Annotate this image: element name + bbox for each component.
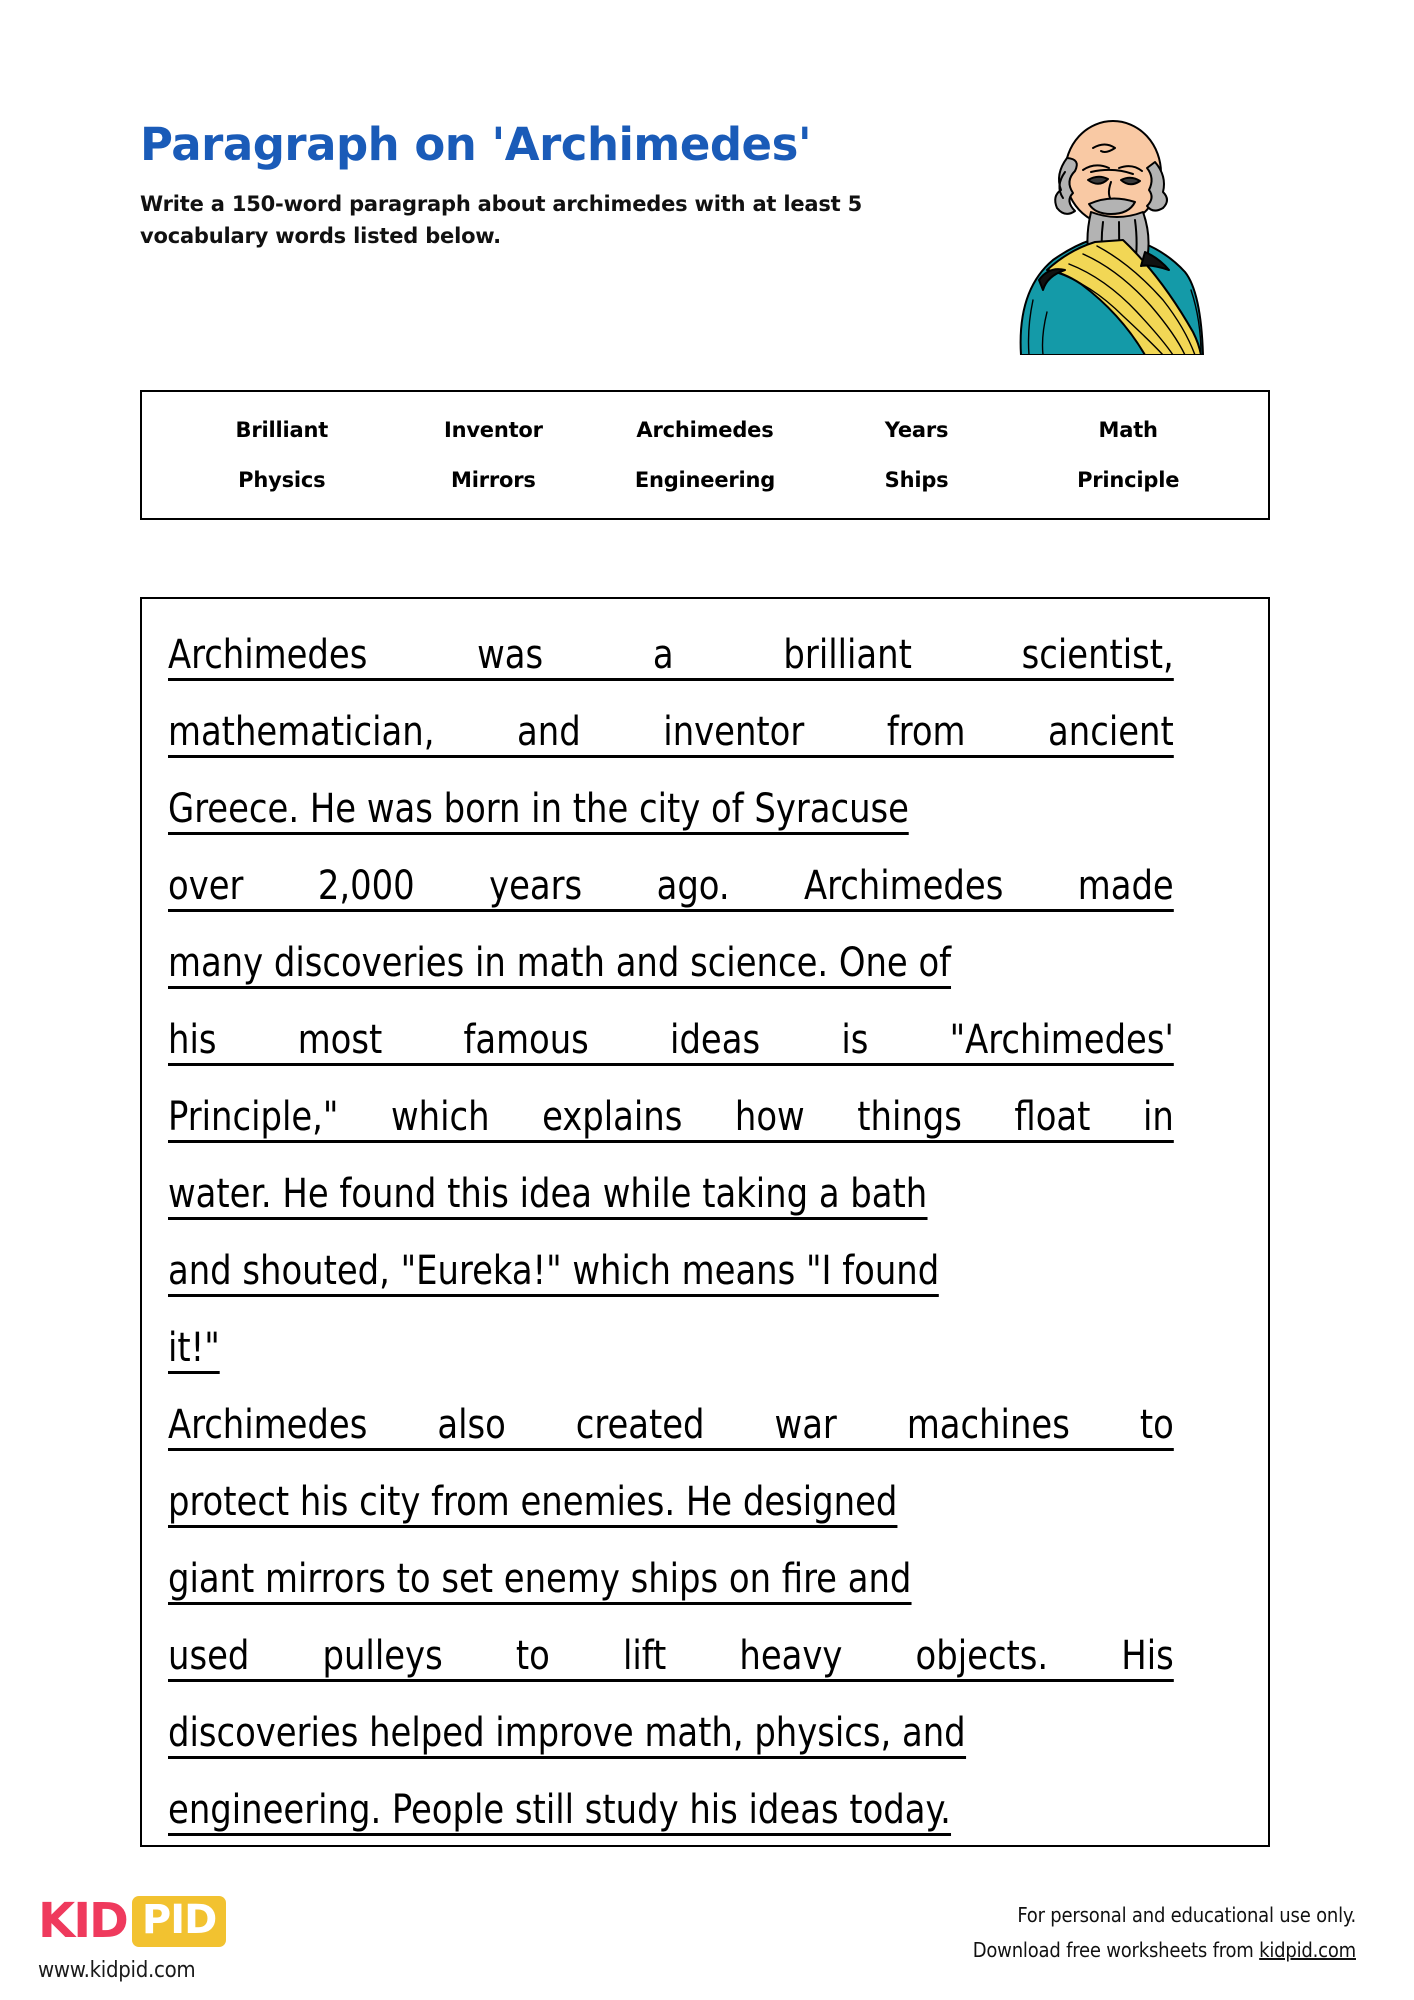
answer-word: mathematician,: [168, 709, 435, 755]
answer-word: Archimedes: [168, 632, 368, 678]
answer-line-text: discoveries helped improve math, physics, and: [168, 1713, 966, 1759]
answer-word: to: [515, 1633, 550, 1679]
answer-line-text: [168, 1017, 1174, 1066]
answer-word: inventor: [663, 709, 805, 755]
answer-line: [168, 1468, 1178, 1528]
page-title: Paragraph on 'Archimedes': [140, 118, 812, 171]
instruction-text: Write a 150-word paragraph about archimedes with at least 5 vocabulary words listed below.: [140, 191, 863, 249]
answer-line-text: [168, 709, 1174, 758]
answer-line-text: giant mirrors to set enemy ships on fire and: [168, 1559, 911, 1605]
answer-word: things: [857, 1094, 962, 1140]
answer-word: ideas: [670, 1017, 761, 1063]
logo-pid-text: PID: [132, 1896, 226, 1947]
answer-line: [168, 1160, 1178, 1220]
answer-word: "Archimedes': [949, 1017, 1174, 1063]
logo-url-text: www.kidpid.com: [38, 1958, 196, 1983]
answer-line-text: [168, 632, 1174, 681]
archimedes-portrait-icon: [995, 100, 1235, 355]
answer-word: most: [297, 1017, 383, 1063]
answer-line-text: [168, 1402, 1174, 1451]
answer-word: His: [1121, 1633, 1174, 1679]
vocabulary-word: Engineering: [634, 468, 776, 492]
answer-line: [168, 1006, 1178, 1066]
answer-line: [168, 1545, 1178, 1605]
answer-line-text: water. He found this idea while taking a bath: [168, 1174, 927, 1220]
answer-line-text: protect his city from enemies. He designed: [168, 1482, 897, 1528]
answer-word: machines: [906, 1402, 1070, 1448]
footer-notice-line1: For personal and educational use only.: [1017, 1903, 1356, 1927]
vocabulary-word: Brilliant: [235, 418, 329, 442]
answer-word: heavy: [739, 1633, 843, 1679]
vocabulary-box: [140, 390, 1270, 520]
answer-word: scientist,: [1021, 632, 1174, 678]
logo-mark: [38, 1892, 226, 1950]
answer-line: [168, 698, 1178, 758]
answer-line: [168, 1391, 1178, 1451]
answer-word: how: [734, 1094, 805, 1140]
vocabulary-word: Archimedes: [636, 418, 774, 442]
answer-word: Archimedes: [168, 1402, 368, 1448]
vocabulary-word: Years: [884, 418, 949, 442]
answer-box[interactable]: [140, 597, 1270, 1847]
answer-word: years: [489, 863, 583, 909]
answer-word: is: [841, 1017, 869, 1063]
answer-line-text: engineering. People still study his ideas today.: [168, 1790, 951, 1836]
answer-line: [168, 1314, 1178, 1374]
answer-line-text: and shouted, "Eureka!" which means "I found: [168, 1251, 939, 1297]
answer-word: objects.: [915, 1633, 1049, 1679]
answer-word: a: [652, 632, 674, 678]
vocabulary-row: [142, 468, 1268, 492]
answer-word: lift: [622, 1633, 667, 1679]
kidpid-link[interactable]: kidpid.com: [1259, 1938, 1356, 1962]
answer-line: [168, 1776, 1178, 1836]
answer-line-text: Greece. He was born in the city of Syracuse: [168, 789, 909, 835]
answer-word: his: [168, 1017, 217, 1063]
answer-word: which: [391, 1094, 490, 1140]
footer-notice-prefix: Download free worksheets from: [972, 1938, 1260, 1962]
answer-line: [168, 852, 1178, 912]
answer-line: [168, 1622, 1178, 1682]
kidpid-logo: [38, 1892, 226, 1983]
answer-word: over: [168, 863, 244, 909]
answer-word: brilliant: [783, 632, 912, 678]
answer-line-text: [168, 863, 1174, 912]
answer-word: ancient: [1048, 709, 1174, 755]
answer-word: explains: [542, 1094, 683, 1140]
answer-line-text: [168, 1094, 1174, 1143]
answer-word: in: [1142, 1094, 1174, 1140]
vocabulary-row: [142, 418, 1268, 442]
vocabulary-word: Principle: [1077, 468, 1180, 492]
answer-word: and: [517, 709, 581, 755]
vocabulary-word: Physics: [238, 468, 326, 492]
vocabulary-word: Math: [1098, 418, 1158, 442]
answer-line: [168, 1083, 1178, 1143]
page-footer: [0, 1880, 1414, 2000]
answer-line-text: it!": [168, 1328, 220, 1374]
answer-word: Archimedes: [803, 863, 1004, 909]
answer-word: pulleys: [322, 1633, 443, 1679]
footer-notice: [973, 1898, 1356, 1968]
answer-word: famous: [463, 1017, 589, 1063]
answer-line: [168, 1699, 1178, 1759]
answer-word: war: [774, 1402, 837, 1448]
answer-word: Principle,": [168, 1094, 339, 1140]
answer-word: created: [575, 1402, 705, 1448]
answer-line: [168, 621, 1178, 681]
footer-notice-line2: [973, 1933, 1356, 1968]
answer-word: also: [437, 1402, 506, 1448]
answer-word: was: [477, 632, 544, 678]
logo-kid-text: KID: [38, 1893, 127, 1949]
answer-word: to: [1139, 1402, 1174, 1448]
answer-word: from: [886, 709, 966, 755]
answer-word: made: [1077, 863, 1174, 909]
answer-word: used: [168, 1633, 250, 1679]
vocabulary-word: Ships: [884, 468, 949, 492]
answer-line-text: many discoveries in math and science. One of: [168, 943, 951, 989]
answer-line-text: [168, 1633, 1174, 1682]
answer-line: [168, 1237, 1178, 1297]
answer-line: [168, 775, 1178, 835]
vocabulary-word: Inventor: [443, 418, 543, 442]
answer-word: 2,000: [317, 863, 415, 909]
answer-word: ago.: [656, 863, 730, 909]
answer-word: float: [1014, 1094, 1091, 1140]
vocabulary-word: Mirrors: [451, 468, 536, 492]
answer-line: [168, 929, 1178, 989]
